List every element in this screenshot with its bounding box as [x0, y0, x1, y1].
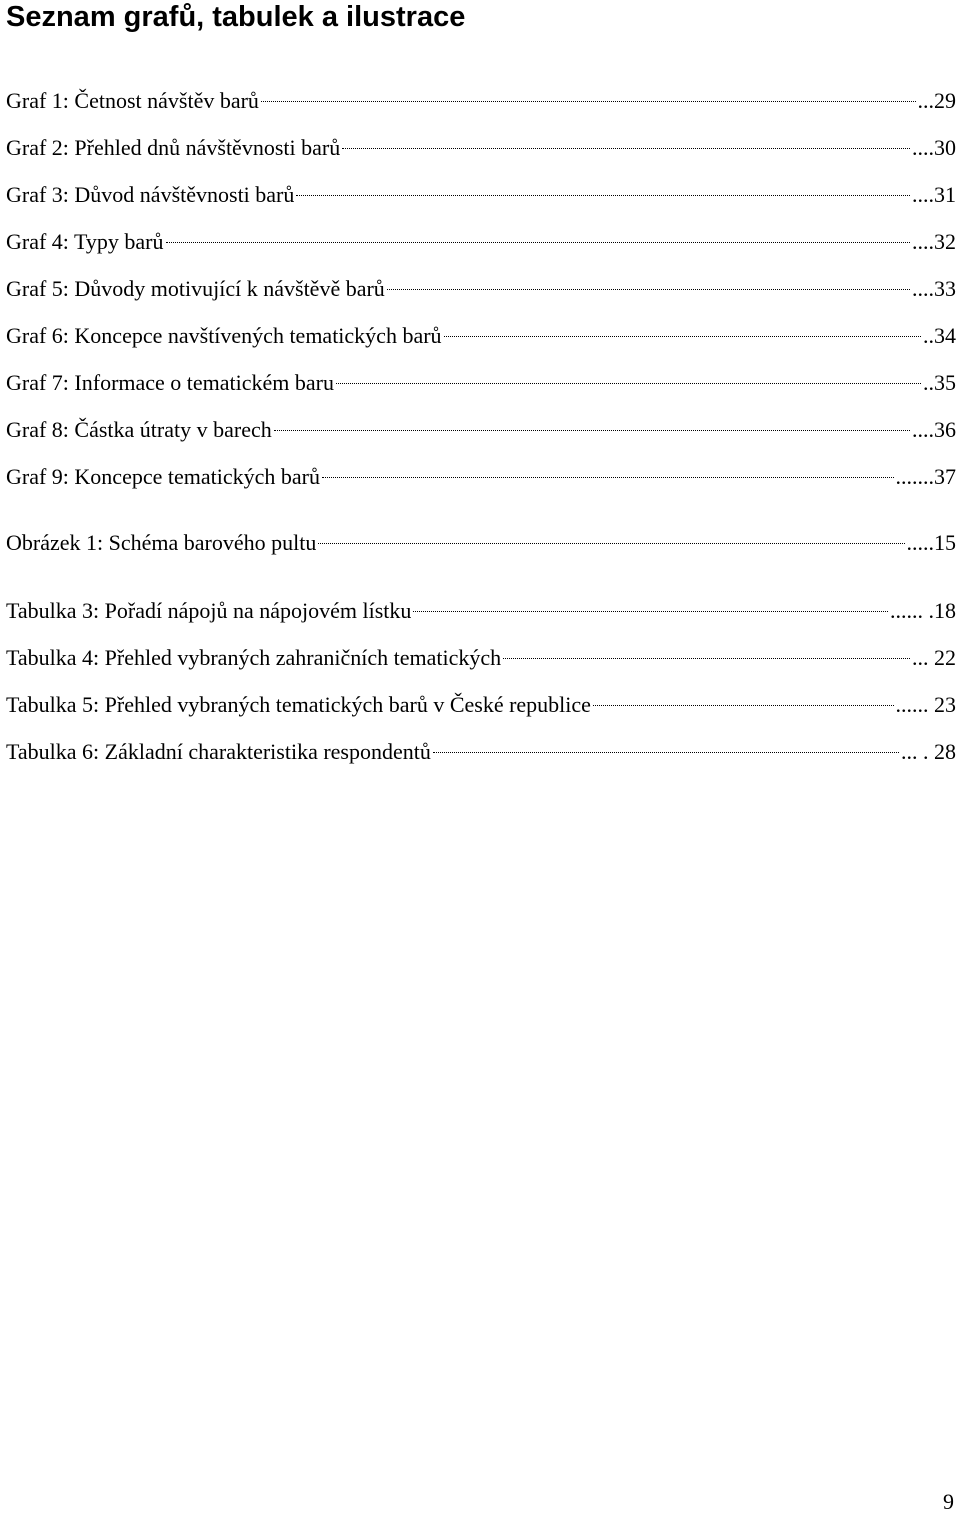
toc-dot-leader [336, 360, 921, 390]
toc-entry-obrazek-1[interactable] [6, 520, 956, 555]
toc-entry-page: ..35 [923, 370, 956, 395]
toc-entry-page: ... . 28 [901, 739, 956, 764]
toc-entry-graf-2[interactable] [6, 125, 956, 160]
toc-entry-page: ....36 [912, 417, 956, 442]
toc-entry-graf-6[interactable] [6, 313, 956, 348]
toc-entry-page: ....30 [912, 135, 956, 160]
toc-entry-page: ... 22 [912, 645, 956, 670]
toc-entry-page: ...... 23 [895, 692, 956, 717]
toc-dot-leader [296, 172, 910, 202]
toc-entry-label: Tabulka 5: Přehled vybraných tematických barů v České republice [6, 692, 591, 717]
toc-entry-graf-1[interactable] [6, 78, 956, 113]
toc-dot-leader [261, 78, 916, 108]
toc-entry-page: ...29 [917, 88, 956, 113]
toc-dot-leader [593, 682, 894, 712]
toc-dot-leader [387, 266, 910, 296]
toc-dot-leader [503, 635, 910, 665]
toc-entry-graf-8[interactable] [6, 407, 956, 442]
toc-dot-leader [444, 313, 921, 343]
toc-entry-page: .....15 [906, 530, 956, 555]
toc-entry-page: ....33 [912, 276, 956, 301]
toc-entry-label: Graf 2: Přehled dnů návštěvnosti barů [6, 135, 341, 160]
toc-entry-label: Graf 1: Četnost návštěv barů [6, 88, 259, 113]
toc-entry-graf-9[interactable] [6, 454, 956, 489]
toc-entry-tabulka-6[interactable] [6, 729, 956, 764]
toc-dot-leader [274, 407, 910, 437]
toc-dot-leader [433, 729, 899, 759]
toc-entry-tabulka-4[interactable] [6, 635, 956, 670]
toc-entry-page: .......37 [895, 464, 956, 489]
toc-entry-tabulka-5[interactable] [6, 682, 956, 717]
toc-entry-label: Graf 9: Koncepce tematických barů [6, 464, 320, 489]
toc-entry-page: ....31 [912, 182, 956, 207]
toc-entry-graf-5[interactable] [6, 266, 956, 301]
toc-entry-graf-7[interactable] [6, 360, 956, 395]
page-number: 9 [943, 1489, 954, 1514]
toc-entry-label: Graf 5: Důvody motivující k návštěvě barů [6, 276, 385, 301]
toc-entry-tabulka-3[interactable] [6, 588, 956, 623]
toc-entry-graf-4[interactable] [6, 219, 956, 254]
page-title: Seznam grafů, tabulek a ilustrace [6, 1, 466, 33]
toc-entry-page: ...... .18 [890, 598, 956, 623]
toc-entry-label: Tabulka 3: Pořadí nápojů na nápojovém lístku [6, 598, 412, 623]
toc-entry-label: Graf 6: Koncepce navštívených tematických barů [6, 323, 442, 348]
toc-entry-page: ....32 [912, 229, 956, 254]
toc-entry-label: Graf 7: Informace o tematickém baru [6, 370, 335, 395]
toc-entry-label: Tabulka 6: Základní charakteristika respondentů [6, 739, 431, 764]
toc-dot-leader [166, 219, 910, 249]
toc-dot-leader [413, 588, 888, 618]
toc-entry-label: Graf 8: Částka útraty v barech [6, 417, 272, 442]
toc-dot-leader [318, 520, 904, 550]
toc-entry-label: Tabulka 4: Přehled vybraných zahraničních tematických [6, 645, 502, 670]
toc-entry-graf-3[interactable] [6, 172, 956, 207]
toc-entry-label: Obrázek 1: Schéma barového pultu [6, 530, 317, 555]
toc-entry-page: ..34 [923, 323, 956, 348]
toc-entry-label: Graf 4: Typy barů [6, 229, 164, 254]
toc-entry-label: Graf 3: Důvod návštěvnosti barů [6, 182, 295, 207]
toc-dot-leader [342, 125, 910, 155]
toc-dot-leader [322, 454, 894, 484]
